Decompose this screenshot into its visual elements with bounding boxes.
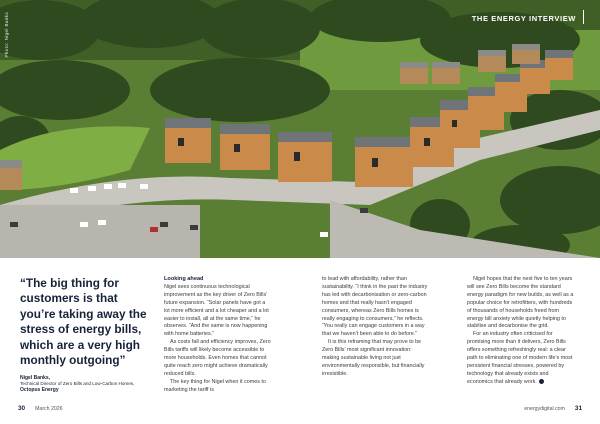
- subhead: Looking ahead: [164, 276, 204, 282]
- article-column-1: [164, 276, 272, 395]
- paragraph: Nigel hopes that the next five to ten years will see Zero Bills become the standard energy paradigm for new builds, as well as a popular choice for retrofitters, with hundreds of thousands of households freed from energy bill anxiety while quietly helping to stabilise and decarbonise the grid.: [467, 276, 574, 330]
- paragraph: Nigel sees continuous technological improvement as the key driver of Zero Bills’ future expansion. “Solar panels have got a lot more efficient and a lot cheaper and a lot easier to install, all at the same time,” he observes. “And the same is now happening with home batteries.”: [164, 283, 269, 338]
- paragraph: [467, 331, 575, 386]
- paragraph: The key thing for Nigel when it comes to marketing the tariff is: [164, 378, 266, 393]
- page-number-right: 31: [574, 405, 582, 412]
- paragraph: to lead with affordability, rather than sustainability. “I think in the past the industry has led with decarbonisation or zero-carbon homes and that really hasn’t engaged consumers, whereas Zero Bills homes is really engaging to consumers,” he reflects. “You really can engage customers in a way that we haven’t been able to do before.”: [322, 276, 428, 338]
- issue-date: March 2026: [35, 406, 63, 412]
- attribution-name: Nigel Banks,: [20, 375, 51, 381]
- pull-quote: “The big thing for customers is that you’re taking away the stress of energy bills, which are a very high monthly outgoing”: [20, 276, 147, 368]
- page-number-left: 30: [18, 405, 26, 412]
- photo-credit: Photo: Nigel Banks: [4, 12, 9, 58]
- attribution-company: Octopus Energy: [20, 387, 59, 393]
- footer-left: [18, 405, 73, 412]
- footer-right: [514, 405, 582, 412]
- section-tag: THE ENERGY INTERVIEW: [471, 14, 576, 23]
- paragraph: It is this reframing that may prove to be Zero Bills’ most significant innovation: making sustainable living not just environmentally responsible, but financially irresistible.: [322, 339, 425, 377]
- quote-attribution: [20, 375, 154, 393]
- header-rule: [583, 10, 584, 24]
- attribution-role: Technical Director of Zero Bills and Low-Carbon Homes,: [20, 381, 135, 386]
- article-column-2: [322, 276, 430, 379]
- paragraph-text: For an industry often criticised for promising more than it delivers, Zero Bills offers something refreshingly real: a clear path to eliminating one of modern life’s most persistent financial stresses, powered by technology that already exists and economics that already work.: [467, 331, 573, 385]
- site-url: energydigital.com: [524, 406, 565, 412]
- paragraph: As costs fall and efficiency improves, Zero Bills tariffs will likely become accessible to more households. Even homes that cannot quite reach zero might achieve dramatically reduced bills.: [164, 339, 271, 377]
- article-column-3: [467, 276, 575, 387]
- end-mark-icon: [539, 379, 544, 384]
